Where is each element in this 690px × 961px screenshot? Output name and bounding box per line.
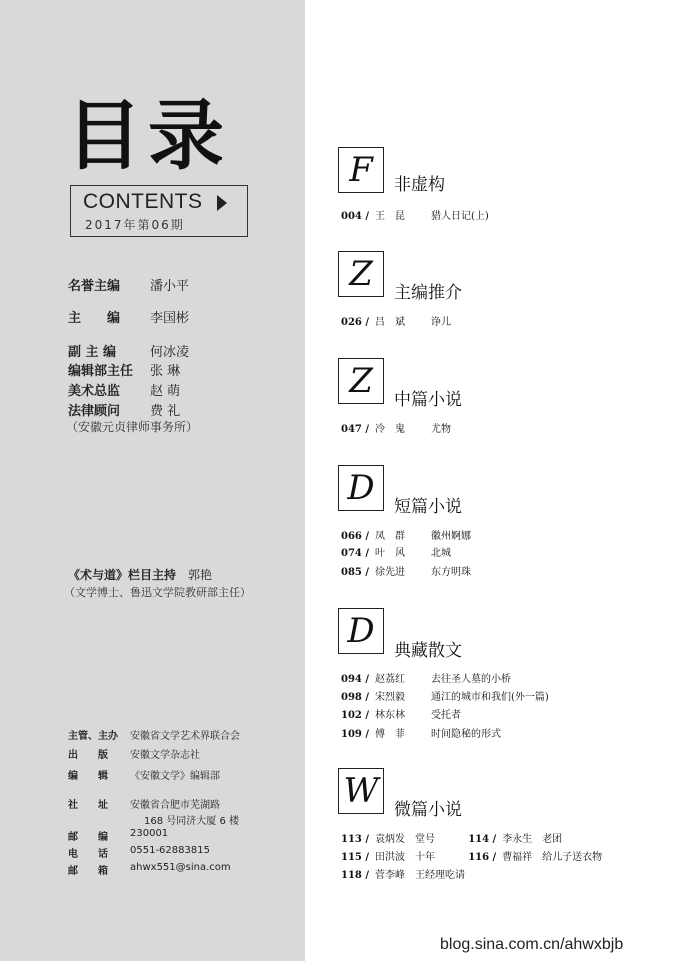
column-host-label: 《术与道》栏目主持 (68, 568, 177, 582)
publication-row (68, 845, 210, 860)
toc-entry[interactable] (341, 725, 501, 740)
entry-author: 宋烈毅 (375, 692, 405, 703)
staff-role: 编辑部主任 (68, 364, 134, 379)
publication-key: 社 址 (68, 800, 108, 811)
section-letter: Z (349, 361, 373, 401)
staff-name: 赵 萌 (150, 384, 181, 399)
publication-key: 编 辑 (68, 771, 108, 782)
entry-page: 074 / (341, 548, 370, 559)
section-letter-box (338, 768, 384, 814)
entry-author: 王 昆 (375, 211, 405, 222)
staff-role: 副 主 编 (68, 345, 117, 360)
entry-author: 徐先进 (375, 567, 405, 578)
page-title: 目录 (66, 91, 230, 180)
toc-entry[interactable] (341, 544, 451, 559)
issue-number: 2017年第06期 (85, 218, 185, 232)
section-title: 中篇小说 (394, 390, 462, 410)
section-letter: W (343, 771, 379, 811)
section-letter: Z (349, 254, 373, 294)
entry-page: 116 / (468, 852, 497, 863)
publication-value: 安徽省文学艺术界联合会 (130, 731, 240, 742)
section-title: 短篇小说 (394, 497, 462, 517)
entry-title: 去往圣人墓的小桥 (431, 674, 511, 685)
publication-row (68, 796, 220, 811)
section-letter-box (338, 251, 384, 297)
entry-page: 109 / (341, 729, 370, 740)
staff-row (68, 307, 190, 326)
entry-title: 堂号 (415, 834, 435, 845)
publication-key: 主管、主办 (68, 731, 118, 742)
publication-key: 出 版 (68, 750, 108, 761)
staff-row (68, 400, 181, 419)
section-title: 非虚构 (394, 175, 445, 195)
toc-entry[interactable] (341, 313, 451, 328)
entry-title: 十年 (415, 852, 435, 863)
toc-entry[interactable] (341, 688, 549, 703)
toc-entry[interactable] (341, 670, 511, 685)
publication-row (68, 746, 200, 761)
staff-role: 主 编 (68, 311, 121, 326)
staff-row (68, 275, 190, 294)
arrow-right-icon (217, 195, 227, 211)
entry-title: 北城 (431, 548, 451, 559)
publication-value: 《安徽文学》编辑部 (130, 771, 220, 782)
toc-entry-pair (341, 830, 562, 845)
entry-page: 085 / (341, 567, 370, 578)
staff-role: 法律顾问 (68, 404, 121, 419)
column-host-name: 郭艳 (188, 568, 213, 582)
entry-page: 113 / (341, 834, 370, 845)
entry-author: 田洪波 (375, 852, 405, 863)
publication-value: 0551-62883815 (130, 845, 210, 856)
section-letter: D (347, 468, 375, 508)
entry-title: 尤物 (431, 424, 451, 435)
publication-row (68, 862, 231, 877)
entry-title: 给儿子送衣物 (542, 852, 603, 863)
staff-row (68, 380, 181, 399)
section-title: 微篇小说 (394, 800, 462, 820)
entry-page: 118 / (341, 870, 370, 881)
section-letter-box (338, 465, 384, 511)
entry-author: 吕 斌 (375, 317, 405, 328)
toc-entry[interactable] (468, 834, 562, 845)
staff-name: 张 琳 (150, 364, 181, 379)
entry-author: 赵荔红 (375, 674, 405, 685)
publication-value: 安徽省合肥市芜湖路 (130, 800, 220, 811)
watermark: blog.sina.com.cn/ahwxbjb (440, 936, 624, 953)
section-letter-box (338, 358, 384, 404)
law-firm-note: （安徽元贞律师事务所） (66, 420, 199, 434)
left-panel (0, 0, 305, 961)
publication-value: ahwx551@sina.com (130, 862, 231, 873)
column-host-note: （文学博士、鲁迅文学院教研部主任） (64, 586, 251, 599)
toc-entry[interactable] (341, 563, 471, 578)
publication-row (68, 828, 169, 843)
entry-page: 026 / (341, 317, 370, 328)
publication-key: 电 话 (68, 849, 108, 860)
entry-author: 袁炳发 (375, 834, 405, 845)
column-host (68, 566, 212, 583)
entry-title: 东方明珠 (431, 567, 471, 578)
entry-page: 114 / (468, 834, 497, 845)
entry-author: 菅李峰 (375, 870, 405, 881)
toc-entry[interactable] (341, 866, 465, 881)
staff-role: 名誉主编 (68, 279, 121, 294)
entry-title: 通江的城市和我们(外一篇) (431, 692, 549, 703)
entry-author: 李永生 (502, 834, 533, 845)
entry-title: 徽州婀娜 (431, 531, 471, 542)
entry-page: 115 / (341, 852, 370, 863)
section-letter: F (349, 150, 373, 190)
staff-name: 费 礼 (150, 404, 181, 419)
toc-entry[interactable] (341, 527, 471, 542)
entry-title: 猎人日记(上) (431, 211, 489, 222)
toc-entry[interactable] (341, 834, 465, 845)
publication-row (68, 727, 240, 742)
toc-entry[interactable] (341, 852, 465, 863)
entry-page: 004 / (341, 211, 370, 222)
staff-row (68, 360, 181, 379)
publication-key: 邮 箱 (68, 866, 108, 877)
toc-entry-pair (341, 848, 602, 863)
publication-value: 安徽文学杂志社 (130, 750, 200, 761)
entry-title: 受托者 (431, 710, 461, 721)
entry-author: 林东林 (375, 710, 405, 721)
contents-word: CONTENTS (83, 190, 203, 213)
section-title: 典藏散文 (394, 641, 462, 661)
entry-page: 094 / (341, 674, 370, 685)
entry-page: 047 / (341, 424, 370, 435)
publication-value: 230001 (130, 828, 169, 839)
staff-name: 潘小平 (150, 279, 190, 294)
section-title: 主编推介 (394, 283, 462, 303)
entry-author: 叶 风 (375, 548, 405, 559)
entry-author: 傅 菲 (375, 729, 405, 740)
entry-page: 102 / (341, 710, 370, 721)
toc-entry[interactable] (341, 207, 489, 222)
toc-entry[interactable] (468, 852, 602, 863)
entry-page: 066 / (341, 531, 370, 542)
entry-title: 诤儿 (431, 317, 451, 328)
toc-entry[interactable] (341, 420, 451, 435)
staff-name: 李国彬 (150, 311, 190, 326)
section-letter-box (338, 608, 384, 654)
section-letter: D (347, 611, 375, 651)
entry-author: 凤 群 (375, 531, 405, 542)
entry-title: 王经理吃请 (415, 870, 465, 881)
entry-title: 老团 (542, 834, 563, 845)
publication-key: 邮 编 (68, 832, 108, 843)
entry-title: 时间隐秘的形式 (431, 729, 501, 740)
staff-row (68, 341, 190, 360)
entry-author: 曹福祥 (502, 852, 533, 863)
entry-page: 098 / (341, 692, 370, 703)
section-letter-box (338, 147, 384, 193)
entry-author: 冷 鬼 (375, 424, 405, 435)
staff-role: 美术总监 (68, 384, 121, 399)
contents-box (70, 185, 248, 237)
publication-row (68, 767, 220, 782)
toc-entry[interactable] (341, 706, 461, 721)
publication-value: 168 号同济大厦 6 楼 (144, 816, 239, 827)
staff-name: 何冰凌 (150, 345, 190, 360)
